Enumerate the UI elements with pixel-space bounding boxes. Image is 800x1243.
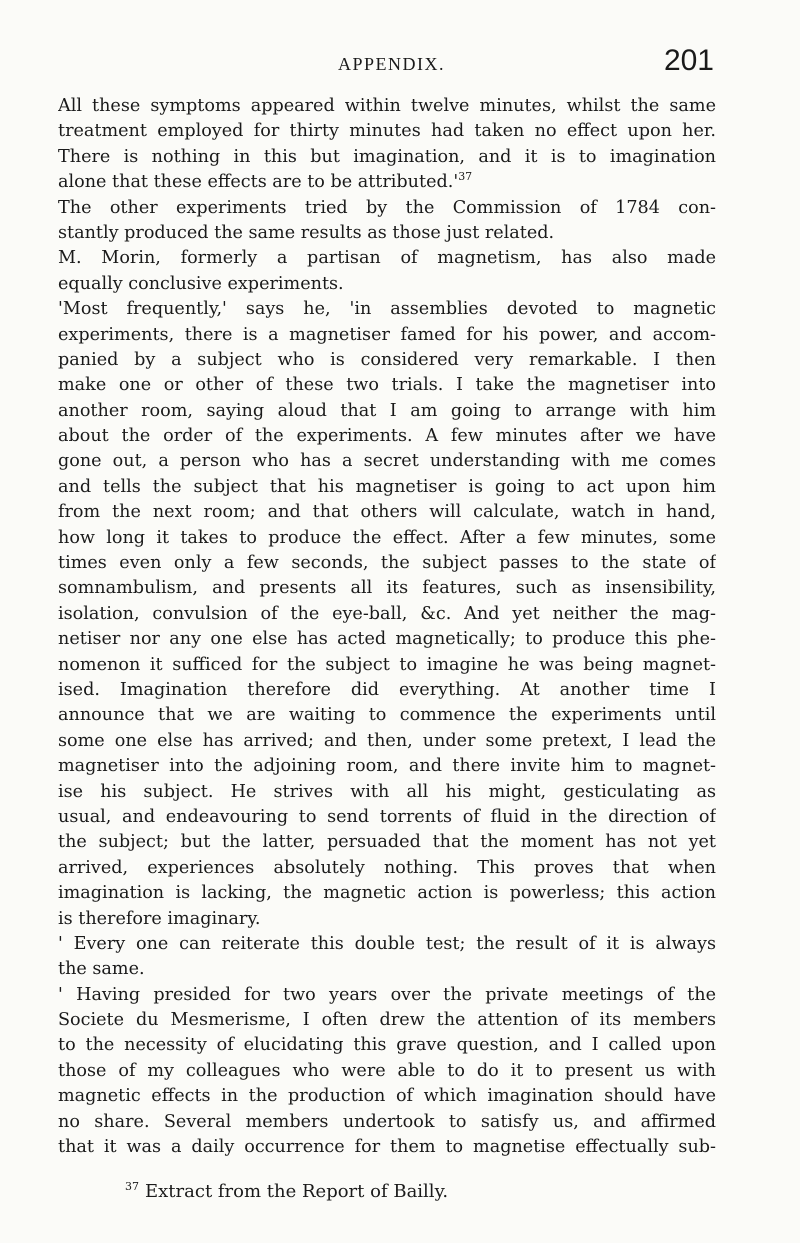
text-line: netiser nor any one else has acted magnetically; to produce this phe- <box>58 629 716 650</box>
text-line: stantly produced the same results as those just related. <box>58 222 555 243</box>
footnote-text: Extract from the Report of Bailly. <box>145 1181 449 1202</box>
text-line: nomenon it sufficed for the subject to imagine he was being magnet- <box>58 654 716 675</box>
text-line: somnambulism, and presents all its features, such as insensibility, <box>58 578 716 599</box>
page-number: 201 <box>663 44 714 77</box>
text-line: arrived, experiences absolutely nothing. This proves that when <box>58 857 716 878</box>
text-line: treatment employed for thirty minutes had taken no effect upon her. <box>58 121 716 142</box>
text-line-content: alone that these effects are to be attributed.' <box>58 172 459 193</box>
text-line: magnetic effects in the production of which imagination should have <box>58 1086 716 1107</box>
text-line <box>58 170 716 195</box>
text-line: 'Most frequently,' says he, 'in assemblies devoted to magnetic <box>58 299 716 320</box>
text-line: the subject; but the latter, persuaded that the moment has not yet <box>58 832 716 853</box>
text-line: experiments, there is a magnetiser famed for his power, and accom- <box>58 324 716 345</box>
text-line: and tells the subject that his magnetiser is going to act upon him <box>58 476 716 497</box>
text-line: equally conclusive experiments. <box>58 273 344 294</box>
text-line: gone out, a person who has a secret understanding with me comes <box>58 451 716 472</box>
text-line: usual, and endeavouring to send torrents of fluid in the direction of <box>58 806 716 827</box>
footnote-reference: 37 <box>458 170 473 184</box>
running-header <box>58 44 714 84</box>
text-line: some one else has arrived; and then, under some pretext, I lead the <box>58 730 716 751</box>
text-line: ' Having presided for two years over the private meetings of the <box>58 984 716 1005</box>
text-line: magnetiser into the adjoining room, and there invite him to magnet- <box>58 756 716 777</box>
text-line: ised. Imagination therefore did everything. At another time I <box>58 679 716 700</box>
text-line: is therefore imaginary. <box>58 908 261 929</box>
text-line: Societe du Mesmerisme, I often drew the attention of its members <box>58 1010 716 1031</box>
text-line: imagination is lacking, the magnetic action is powerless; this action <box>58 883 716 904</box>
text-line: ise his subject. He strives with all his might, gesticulating as <box>58 781 716 802</box>
text-line: the same. <box>58 959 145 980</box>
text-line: The other experiments tried by the Commission of 1784 con- <box>58 197 716 218</box>
text-line: make one or other of these two trials. I take the magnetiser into <box>58 375 716 396</box>
footnote-mark: 37 <box>125 1180 139 1193</box>
text-line: panied by a subject who is considered very remarkable. I then <box>58 349 716 370</box>
text-line: times even only a few seconds, the subject passes to the state of <box>58 553 716 574</box>
text-line: about the order of the experiments. A few minutes after we have <box>58 426 716 447</box>
body-text <box>58 94 716 1160</box>
running-title: APPENDIX. <box>338 54 446 74</box>
text-line: to the necessity of elucidating this grave question, and I called upon <box>58 1035 716 1056</box>
text-line: no share. Several members undertook to satisfy us, and affirmed <box>58 1111 716 1132</box>
text-line: announce that we are waiting to commence the experiments until <box>58 705 716 726</box>
footnote <box>125 1180 448 1202</box>
text-line: There is nothing in this but imagination, and it is to imagination <box>58 146 716 167</box>
text-line: those of my colleagues who were able to do it to present us with <box>58 1060 716 1081</box>
text-line: another room, saying aloud that I am going to arrange with him <box>58 400 716 421</box>
text-line: how long it takes to produce the effect. After a few minutes, some <box>58 527 716 548</box>
text-line: from the next room; and that others will calculate, watch in hand, <box>58 502 716 523</box>
text-line: ' Every one can reiterate this double test; the result of it is always <box>58 933 716 954</box>
text-line: that it was a daily occurrence for them to magnetise effectually sub- <box>58 1137 716 1158</box>
text-line: All these symptoms appeared within twelve minutes, whilst the same <box>58 96 716 116</box>
text-line: isolation, convulsion of the eye-ball, &c. And yet neither the mag- <box>58 603 716 624</box>
text-line: M. Morin, formerly a partisan of magnetism, has also made <box>58 248 716 269</box>
